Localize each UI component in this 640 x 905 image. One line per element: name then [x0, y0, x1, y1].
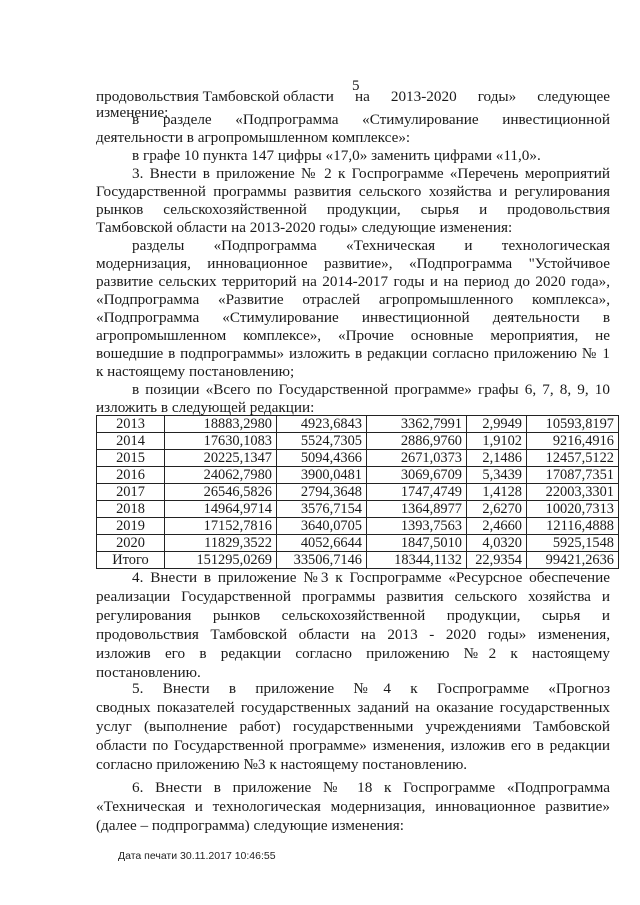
paragraph-line: Тамбовской области на 2013-2020 годы» следующие изменения:	[96, 219, 513, 236]
table-row	[97, 552, 619, 569]
table-cell-year: 2014	[97, 433, 165, 450]
table-cell-year: 2016	[97, 467, 165, 484]
text-fragment: на	[354, 88, 370, 105]
table-cell: 5524,7305	[277, 433, 367, 450]
table-cell: 1747,4749	[367, 484, 467, 501]
table-cell: 17630,1083	[165, 433, 277, 450]
table-cell: 22,9354	[467, 552, 527, 569]
table-cell: 4052,6644	[277, 535, 367, 552]
table-cell: 1,4128	[467, 484, 527, 501]
paragraph-line: в позиции «Всего по Государственной программе» графы 6, 7, 8, 9, 10	[132, 381, 610, 398]
paragraph-line: услуг (выполнение работ) государственными учреждениями Тамбовской	[96, 718, 610, 735]
table-cell: 2,9949	[467, 416, 527, 433]
table-row	[97, 416, 619, 433]
paragraph-line: агропромышленном комплексе», «Прочие основные мероприятия, не	[96, 327, 610, 344]
text-fragment: 2013-2020	[390, 88, 457, 105]
text-fragment: продовольствия Тамбовской области	[96, 88, 334, 105]
table-cell: 10020,7313	[527, 501, 619, 518]
paragraph-line: 4. Внести в приложение №3 к Госпрограмме «Ресурсное обеспечение	[132, 569, 610, 586]
table-cell: 11829,3522	[165, 535, 277, 552]
paragraph-line: изменение:	[96, 104, 169, 121]
table-cell: 2,4660	[467, 518, 527, 535]
table-cell: 20225,1347	[165, 450, 277, 467]
table-row	[97, 501, 619, 518]
table-cell: 3069,6709	[367, 467, 467, 484]
paragraph-line: модернизация, инновационное развитие», «Подпрограмма "Устойчивое	[96, 255, 610, 272]
paragraph-line: разделы «Подпрограмма «Техническая и технологическая	[132, 237, 610, 254]
table-cell: 4923,6843	[277, 416, 367, 433]
table-cell: 1364,8977	[367, 501, 467, 518]
text-fragment: следующее	[537, 88, 610, 105]
table-cell: 2,6270	[467, 501, 527, 518]
table-cell: 151295,0269	[165, 552, 277, 569]
table-cell: 9216,4916	[527, 433, 619, 450]
table-cell: 2,1486	[467, 450, 527, 467]
table-cell: 5925,1548	[527, 535, 619, 552]
paragraph-line: области по Государственной программе» изменения, изложив его в редакции	[96, 737, 610, 754]
page-number: 5	[352, 78, 360, 94]
paragraph-line: к настоящему постановлению;	[96, 363, 295, 380]
paragraph-line: рынков сельскохозяйственной продукции, сырья и продовольствия	[96, 201, 610, 218]
paragraph-line: 6. Внести в приложение № 18 к Госпрограмме «Подпрограмма	[132, 779, 610, 796]
table-row	[97, 467, 619, 484]
paragraph-line: изложить в следующей редакции:	[96, 399, 315, 416]
paragraph-line: Государственной программы развития сельского хозяйства и регулирования	[96, 183, 610, 200]
paragraph-line: изложив его в редакции согласно приложению №2 к настоящему	[96, 645, 610, 662]
table-cell: 17087,7351	[527, 467, 619, 484]
paragraph-line: деятельности в агропромышленном комплексе»:	[96, 129, 411, 146]
paragraph-line: реализации Государственной программы развития сельского хозяйства и	[96, 588, 610, 605]
table-cell: 1,9102	[467, 433, 527, 450]
table-cell: 5,3439	[467, 467, 527, 484]
print-date-footer: Дата печати 30.11.2017 10:46:55	[118, 850, 276, 862]
paragraph-line: согласно приложению №3 к настоящему постановлению.	[96, 756, 468, 773]
table-cell: 3900,0481	[277, 467, 367, 484]
paragraph-line: регулирования рынков сельскохозяйственной продукции, сырья и	[96, 607, 610, 624]
table-cell: 2671,0373	[367, 450, 467, 467]
paragraph-line: в разделе «Подпрограмма «Стимулирование инвестиционной	[132, 111, 610, 128]
table-cell: 14964,9714	[165, 501, 277, 518]
table-cell-year: 2018	[97, 501, 165, 518]
table-cell: 5094,4366	[277, 450, 367, 467]
table-cell: 12457,5122	[527, 450, 619, 467]
paragraph-line: 3. Внести в приложение № 2 к Госпрограмме «Перечень мероприятий	[132, 165, 610, 182]
table-row	[97, 450, 619, 467]
table-cell: 17152,7816	[165, 518, 277, 535]
table-cell-year: 2020	[97, 535, 165, 552]
text-fragment: годы»	[477, 88, 517, 105]
table-cell-year: 2013	[97, 416, 165, 433]
paragraph-line: продовольствия Тамбовской области на 2013 - 2020 годы» изменения,	[96, 626, 610, 643]
paragraph-line: в графе 10 пункта 147 цифры «17,0» заменить цифрами «11,0».	[132, 147, 541, 164]
table-cell: 3640,0705	[277, 518, 367, 535]
data-table	[96, 415, 619, 569]
table-cell: 26546,5826	[165, 484, 277, 501]
paragraph-line: постановлению.	[96, 664, 201, 681]
paragraph-line: «Техническая и технологическая модернизация, инновационное развитие»	[96, 798, 610, 815]
table-cell-year: 2017	[97, 484, 165, 501]
table-row	[97, 484, 619, 501]
paragraph-line: 5. Внести в приложение №4 к Госпрограмме «Прогноз	[132, 680, 610, 697]
table-cell: 12116,4888	[527, 518, 619, 535]
table-cell: 2794,3648	[277, 484, 367, 501]
table-cell: 1393,7563	[367, 518, 467, 535]
paragraph-line: вошедшие в подпрограммы» изложить в редакции согласно приложению № 1	[96, 345, 610, 362]
table-row	[97, 535, 619, 552]
table-row	[97, 433, 619, 450]
paragraph-line: (далее – подпрограмма) следующие изменения:	[96, 817, 404, 834]
paragraph-line: «Подпрограмма «Стимулирование инвестиционной деятельности в	[96, 309, 610, 326]
table-cell: 4,0320	[467, 535, 527, 552]
table-cell: 24062,7980	[165, 467, 277, 484]
table-cell-year: 2015	[97, 450, 165, 467]
table-cell: 99421,2636	[527, 552, 619, 569]
table-cell: 33506,7146	[277, 552, 367, 569]
table-cell-year: Итого	[97, 552, 165, 569]
table-cell: 18344,1132	[367, 552, 467, 569]
table-row	[97, 518, 619, 535]
table-cell: 3576,7154	[277, 501, 367, 518]
table-cell: 10593,8197	[527, 416, 619, 433]
paragraph-line: развитие сельских территорий на 2014-2017 годы и на период до 2020 года»,	[96, 273, 610, 290]
table-cell: 2886,9760	[367, 433, 467, 450]
paragraph-line: сводных показателей государственных заданий на оказание государственных	[96, 699, 610, 716]
table-cell: 3362,7991	[367, 416, 467, 433]
paragraph-line: «Подпрограмма «Развитие отраслей агропромышленного комплекса»,	[96, 291, 610, 308]
table-cell: 18883,2980	[165, 416, 277, 433]
table-cell-year: 2019	[97, 518, 165, 535]
table-cell: 22003,3301	[527, 484, 619, 501]
table-cell: 1847,5010	[367, 535, 467, 552]
